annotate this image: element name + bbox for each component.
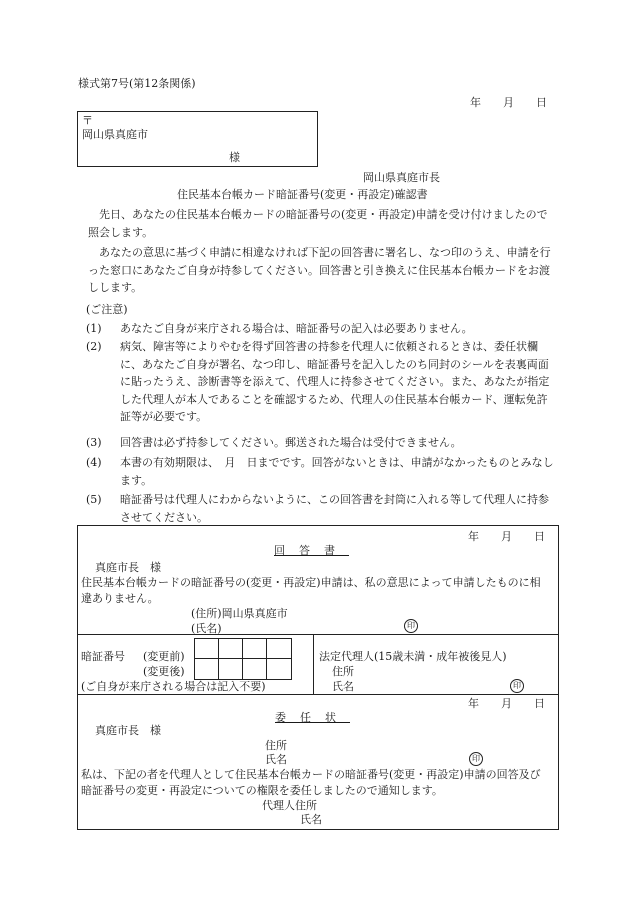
guardian-name: 氏名 [332,680,354,693]
divider [313,634,314,694]
note-number: (1) [86,322,102,335]
pin-grid[interactable] [194,638,292,680]
note-text: 回答書は必ず持参してください。郵送された場合は受付できません。 [120,436,462,449]
reply-title: 回答書 [274,544,349,557]
reply-statement: 住民基本台帳カードの暗証番号の(変更・再設定)申請は、私の意思によって申請したものに相違ありません。 [81,576,541,605]
form-number: 様式第7号(第12条関係) [78,77,196,90]
note-number: (3) [86,436,102,449]
divider [77,694,558,695]
seal-mark: 印 [469,752,483,766]
note-text: 病気、障害等によりやむを得ず回答書の持参を代理人に依頼されるときは、委任状欄に、あなたご自身が署名、なつ印し、暗証番号を記入したのち同封のシールを表裏両面に貼ったうえ、診断書等を添えて、代理人に持参させてください。また、あなたが指定した代理人が本人であることを確認するため、代理人の住民基本台帳カード、運転免許証等が必要です。 [120,340,550,423]
proxy-addressee: 真庭市長 様 [95,724,161,737]
agent-address: 代理人住所 [262,799,317,812]
address-city: 岡山県真庭市 [82,128,148,141]
proxy-name: 氏名 [265,753,287,766]
seal-mark: 印 [404,619,418,633]
address-box [77,111,318,167]
pin-note: (ご自身が来庁される場合は記入不要) [81,680,266,693]
proxy-date: 年 月 日 [468,697,545,710]
reply-date: 年 月 日 [468,530,545,543]
note-number: (4) [86,456,102,469]
note-text: 本書の有効期限は、 月 日までです。回答がないときは、申請がなかったものとみなします。 [120,456,554,487]
document-title: 住民基本台帳カード暗証番号(変更・再設定)確認書 [177,188,428,201]
seal-mark: 印 [510,679,524,693]
intro-paragraph-2: あなたの意思に基づく申請に相違なければ下記の回答書に署名し、なつ印のうえ、申請を行った窓口にあなたご自身が持参してください。回答書と引き換えに住民基本台帳カードをお渡しします。 [88,246,551,294]
guardian-address: 住所 [332,665,354,678]
reply-address: (住所)岡山県真庭市 [191,607,288,620]
pin-label: 暗証番号 [81,650,125,663]
note-text: あなたご自身が来庁される場合は、暗証番号の記入は必要ありません。 [120,322,473,335]
agent-name: 氏名 [300,813,322,826]
pin-row-divider [194,658,291,659]
proxy-statement: 私は、下記の者を代理人として住民基本台帳カードの暗証番号(変更・再設定)申請の回答及び暗証番号の変更・再設定についての権限を委任しましたので通知します。 [81,768,541,797]
note-number: (5) [86,493,102,506]
pin-after-label: (変更後) [143,665,185,678]
pin-before-label: (変更前) [143,650,185,663]
intro-paragraph-1: 先日、あなたの住民基本台帳カードの暗証番号の(変更・再設定)申請を受け付けましたので照会します。 [88,208,548,239]
note-number: (2) [86,340,102,353]
reply-name: (氏名) [191,622,222,635]
address-honorific: 様 [229,151,240,164]
guardian-label: 法定代理人(15歳未満・成年被後見人) [319,650,507,663]
divider [77,634,558,635]
issuer: 岡山県真庭市長 [363,171,440,184]
note-text: 暗証番号は代理人にわからないように、この回答書を封筒に入れる等して代理人に持参させてください。 [120,493,549,524]
proxy-address: 住所 [265,739,287,752]
reply-addressee: 真庭市長 様 [95,561,161,574]
proxy-title: 委任状 [275,711,350,724]
postal-mark: 〒 [82,114,93,127]
notes-heading: (ご注意) [86,303,128,316]
header-date: 年 月 日 [470,96,547,109]
